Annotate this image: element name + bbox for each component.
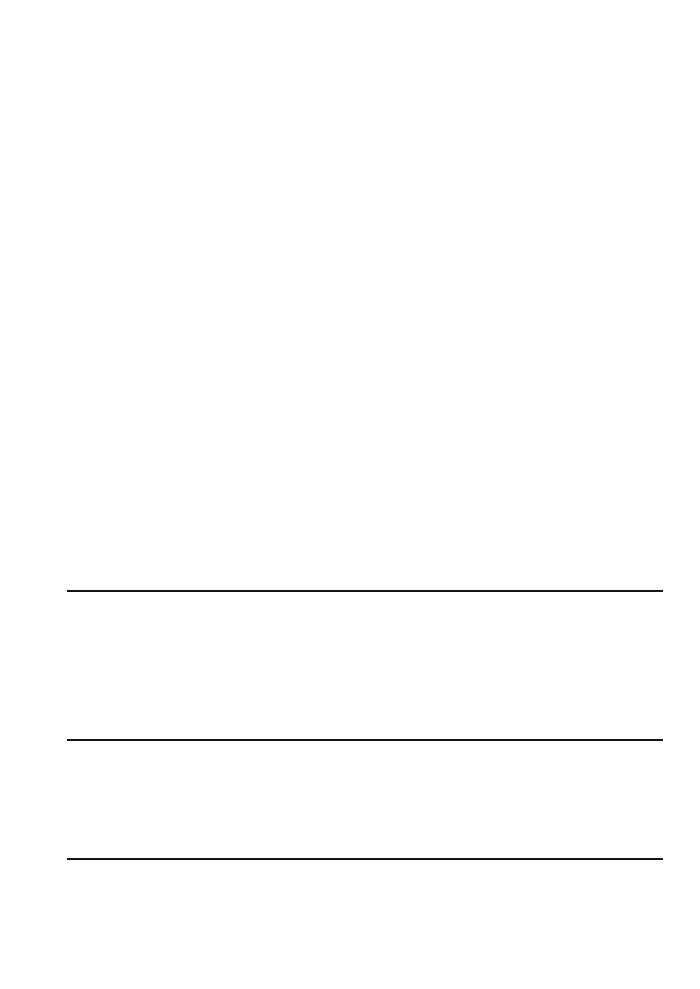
qr-code-icon [505, 79, 662, 236]
item-6-underline [67, 858, 663, 860]
licensing-authority-header [67, 130, 491, 135]
item-4-underline [67, 590, 663, 592]
qr-code-icon [505, 79, 662, 236]
item-5-underline [67, 739, 663, 741]
